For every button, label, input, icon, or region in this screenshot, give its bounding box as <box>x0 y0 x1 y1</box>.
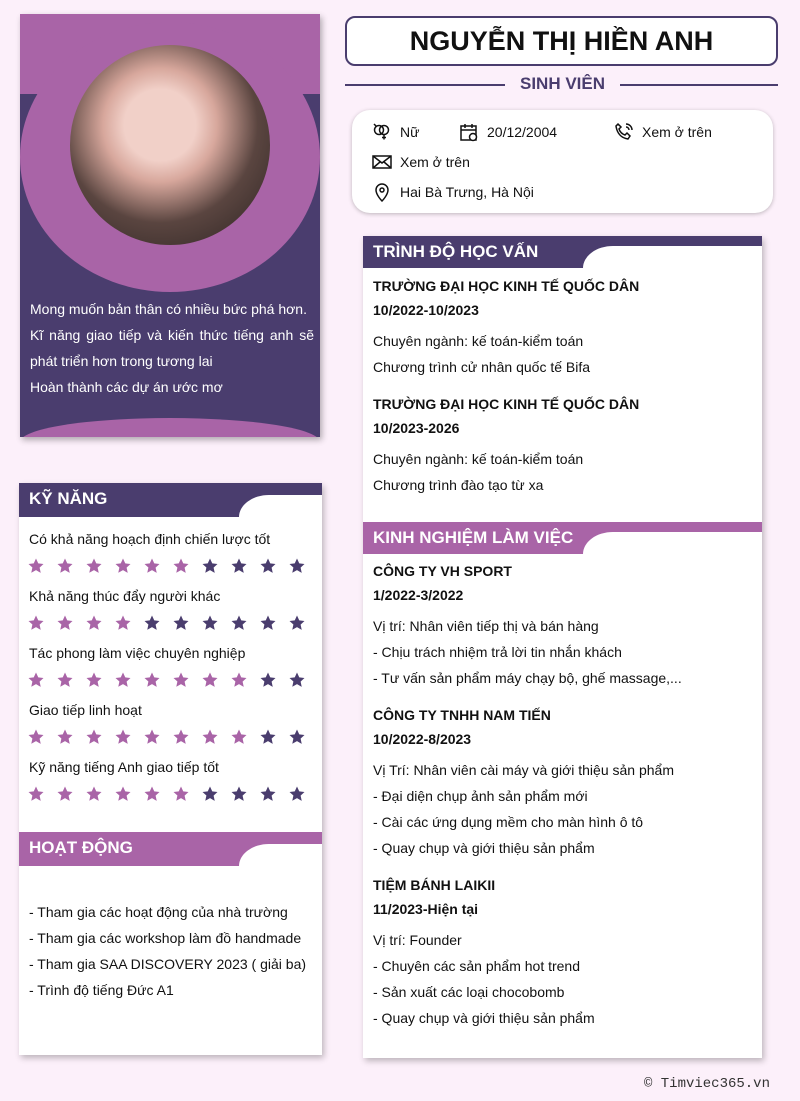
profile-card <box>20 14 320 437</box>
entry-line: - Tư vấn sản phẩm máy chạy bộ, ghế massage,... <box>373 670 682 686</box>
star-icon <box>201 728 219 746</box>
star-icon <box>259 785 277 803</box>
entry-line: Chương trình đào tạo từ xa <box>373 477 544 493</box>
star-icon <box>27 614 45 632</box>
phone-icon <box>614 122 634 142</box>
star-icon <box>201 557 219 575</box>
skill-rating <box>27 614 306 632</box>
star-icon <box>85 557 103 575</box>
star-icon <box>114 557 132 575</box>
skill-label: Khả năng thúc đẩy người khác <box>29 588 221 604</box>
entry-line: - Cài các ứng dụng mềm cho màn hình ô tô <box>373 814 644 830</box>
entry-line: Vị Trí: Nhân viên cài máy và giới thiệu sản phẩm <box>373 762 674 778</box>
star-icon <box>56 728 74 746</box>
star-icon <box>143 728 161 746</box>
entry <box>373 559 752 691</box>
experience-list <box>373 559 752 1043</box>
calendar-icon <box>459 122 479 142</box>
entry-title: CÔNG TY VH SPORT <box>373 563 512 579</box>
star-icon <box>56 557 74 575</box>
skill-label: Tác phong làm việc chuyên nghiệp <box>29 645 246 661</box>
star-icon <box>288 557 306 575</box>
entry-title: TRƯỜNG ĐẠI HỌC KINH TẾ QUỐC DÂN <box>373 278 640 294</box>
activities-list <box>29 899 306 1003</box>
entry-line: - Đại diện chụp ảnh sản phẩm mới <box>373 788 588 804</box>
star-icon <box>259 728 277 746</box>
star-icon <box>230 728 248 746</box>
star-icon <box>288 671 306 689</box>
star-icon <box>172 785 190 803</box>
star-icon <box>230 785 248 803</box>
education-header: TRÌNH ĐỘ HỌC VẤN <box>363 236 762 268</box>
star-icon <box>143 557 161 575</box>
star-icon <box>27 671 45 689</box>
star-icon <box>143 614 161 632</box>
star-icon <box>143 671 161 689</box>
job-title: SINH VIÊN <box>505 74 620 94</box>
entry <box>373 392 752 498</box>
list-item: - Tham gia SAA DISCOVERY 2023 ( giải ba) <box>29 956 307 972</box>
avatar-photo <box>70 45 270 245</box>
star-icon <box>172 728 190 746</box>
star-icon <box>172 614 190 632</box>
left-panel <box>19 483 322 1055</box>
entry <box>373 274 752 380</box>
star-icon <box>259 614 277 632</box>
gender-icon <box>372 122 392 142</box>
star-icon <box>230 557 248 575</box>
experience-header: KINH NGHIỆM LÀM VIỆC <box>363 522 762 554</box>
entry <box>373 873 752 1031</box>
entry-period: 10/2022-8/2023 <box>373 731 472 747</box>
entry-period: 10/2023-2026 <box>373 420 460 436</box>
star-icon <box>201 614 219 632</box>
location-icon <box>372 182 392 202</box>
entry-line: - Chuyên các sản phẩm hot trend <box>373 958 581 974</box>
star-icon <box>114 671 132 689</box>
star-icon <box>27 785 45 803</box>
skills-header: KỸ NĂNG <box>19 483 322 517</box>
entry <box>373 703 752 861</box>
skill-label: Giao tiếp linh hoạt <box>29 702 142 718</box>
career-objective: Mong muốn bản thân có nhiều bức phá hơn. Kĩ năng giao tiếp và kiến thức tiếng anh sẽ phát triển hơn trong tương lai Hoàn thành các dự án ước mơ <box>30 301 314 395</box>
entry-line: Vị trí: Nhân viên tiếp thị và bán hàng <box>373 618 599 634</box>
star-icon <box>114 728 132 746</box>
entry-line: Chuyên ngành: kế toán-kiểm toán <box>373 451 584 467</box>
education-list <box>373 274 752 510</box>
star-icon <box>56 614 74 632</box>
contact-card: Nữ 20/12/2004 Xem ở trên Xem ở trên Hai Bà Trưng, Hà Nội <box>352 110 773 213</box>
list-item: - Tham gia các hoạt động của nhà trường <box>29 904 288 920</box>
star-icon <box>230 671 248 689</box>
star-icon <box>27 728 45 746</box>
right-panel <box>363 236 762 1058</box>
star-icon <box>172 557 190 575</box>
star-icon <box>85 671 103 689</box>
entry-period: 10/2022-10/2023 <box>373 302 479 318</box>
candidate-name: NGUYỄN THỊ HIỀN ANH <box>345 16 778 66</box>
list-item: - Trình độ tiếng Đức A1 <box>29 982 174 998</box>
star-icon <box>27 557 45 575</box>
skill-rating <box>27 785 306 803</box>
activities-header: HOẠT ĐỘNG <box>19 832 322 866</box>
entry-line: Chuyên ngành: kế toán-kiểm toán <box>373 333 584 349</box>
star-icon <box>259 557 277 575</box>
star-icon <box>85 614 103 632</box>
star-icon <box>201 785 219 803</box>
star-icon <box>114 614 132 632</box>
entry-line: Vị trí: Founder <box>373 932 462 948</box>
skill-rating <box>27 728 306 746</box>
star-icon <box>288 785 306 803</box>
star-icon <box>114 785 132 803</box>
entry-title: TIỆM BÁNH LAIKII <box>373 877 496 893</box>
entry-line: Chương trình cử nhân quốc tế Bifa <box>373 359 591 375</box>
star-icon <box>288 728 306 746</box>
star-icon <box>85 728 103 746</box>
star-icon <box>288 614 306 632</box>
entry-line: - Chịu trách nhiệm trả lời tin nhắn khách <box>373 644 622 660</box>
entry-title: CÔNG TY TNHH NAM TIẾN <box>373 707 551 723</box>
skill-label: Có khả năng hoạch định chiến lược tốt <box>29 531 271 547</box>
star-icon <box>56 785 74 803</box>
star-icon <box>56 671 74 689</box>
star-icon <box>85 785 103 803</box>
star-icon <box>259 671 277 689</box>
entry-period: 11/2023-Hiện tại <box>373 901 479 917</box>
star-icon <box>230 614 248 632</box>
star-icon <box>201 671 219 689</box>
entry-title: TRƯỜNG ĐẠI HỌC KINH TẾ QUỐC DÂN <box>373 396 640 412</box>
list-item: - Tham gia các workshop làm đồ handmade <box>29 930 302 946</box>
skill-rating <box>27 671 306 689</box>
entry-line: - Sản xuất các loại chocobomb <box>373 984 565 1000</box>
footer-credit: © Timviec365.vn <box>643 1076 770 1092</box>
star-icon <box>143 785 161 803</box>
skill-label: Kỹ năng tiếng Anh giao tiếp tốt <box>29 759 219 775</box>
entry-line: - Quay chụp và giới thiệu sản phẩm <box>373 840 595 856</box>
email-icon <box>372 152 392 172</box>
entry-line: - Quay chụp và giới thiệu sản phẩm <box>373 1010 595 1026</box>
skill-rating <box>27 557 306 575</box>
entry-period: 1/2022-3/2022 <box>373 587 464 603</box>
star-icon <box>172 671 190 689</box>
